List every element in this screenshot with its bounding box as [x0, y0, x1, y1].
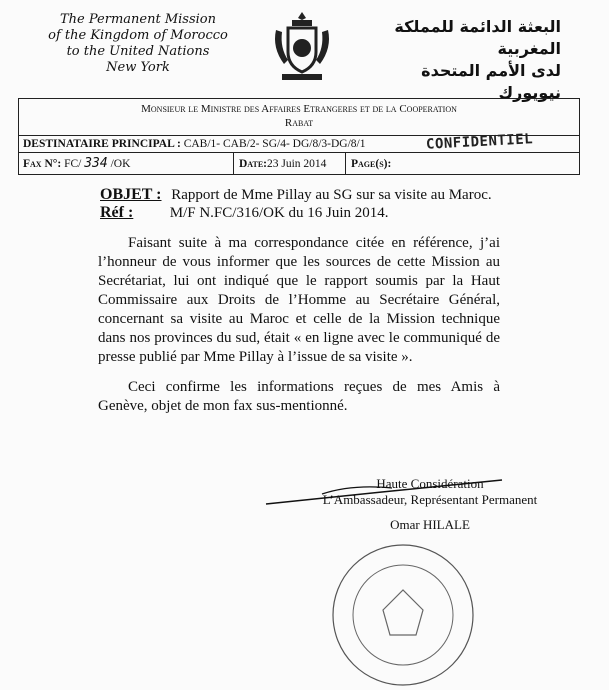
letterhead-line: to the United Nations — [66, 44, 210, 59]
ref-line — [100, 204, 492, 222]
fax-prefix: FC/ — [64, 158, 82, 170]
moroccan-coat-of-arms-icon — [270, 8, 334, 84]
closing-title: L’Ambassadeur, Représentant Permanent — [322, 492, 538, 507]
letterhead-line: نيويورك — [498, 83, 561, 102]
subject-block — [100, 186, 492, 222]
ref-text: M/F N.FC/316/OK du 16 Juin 2014. — [169, 205, 389, 221]
objet-text: Rapport de Mme Pillay au SG sur sa visite au Maroc. — [171, 187, 492, 203]
body-paragraph: Faisant suite à ma correspondance citée en référence, j’ai l’honneur de vous informer que les sources de cette Mission au Secrétariat, lui ont indiqué que le rapport soumis par la Haut Commissaire aux Droits de l’Homme au Secrétaire Général, concernant sa visite au Maroc et celle de la Mission technique dans nos provinces du sud, était « en ligne avec le communiqué de presse publié par Mme Pillay à l’issue de sa visite ». — [98, 235, 500, 365]
recipient-city: Rabat — [284, 117, 314, 129]
letterhead-line: البعثة الدائمة للمملكة المغربية — [394, 17, 561, 58]
date-label: Date: — [239, 158, 267, 170]
signatory-name: Omar HILALE — [390, 517, 470, 532]
confidential-stamp: CONFIDENTIEL — [425, 131, 534, 153]
fax-number: 334 — [84, 156, 108, 171]
letterhead-english — [38, 12, 238, 76]
fax-label: Fax N°: — [23, 158, 62, 170]
letterhead-line: of the Kingdom of Morocco — [48, 28, 228, 43]
destination-value: CAB/1- CAB/2- SG/4- DG/8/3-DG/8/1 — [183, 138, 366, 150]
fax-suffix: /OK — [110, 158, 131, 170]
letterhead-line: New York — [106, 60, 170, 75]
pages-cell — [351, 153, 391, 175]
recipient-line: Monsieur le Ministre des Affaires Etrangeres et de la Cooperation — [141, 103, 457, 115]
closing-formula: Haute Considération — [376, 476, 484, 491]
letterhead-line: The Permanent Mission — [60, 12, 216, 27]
objet-line — [100, 186, 492, 204]
pages-label: Page(s): — [351, 158, 392, 170]
destination-label: DESTINATAIRE PRINCIPAL : — [23, 138, 181, 150]
fax-info-row — [19, 152, 579, 175]
fax-number-cell — [23, 153, 130, 175]
letterhead-line: لدى الأمم المتحدة — [421, 61, 561, 80]
letterhead-arabic — [371, 16, 561, 104]
body-paragraph: Ceci confirme les informations reçues de mes Amis à Genève, objet de mon fax sus-mentionné. — [98, 379, 500, 414]
date-value: 23 Juin 2014 — [267, 158, 327, 170]
date-cell — [239, 153, 326, 175]
embassy-seal-icon — [328, 540, 478, 690]
ref-label: Réf : — [100, 204, 134, 221]
objet-label: OBJET : — [100, 186, 162, 203]
